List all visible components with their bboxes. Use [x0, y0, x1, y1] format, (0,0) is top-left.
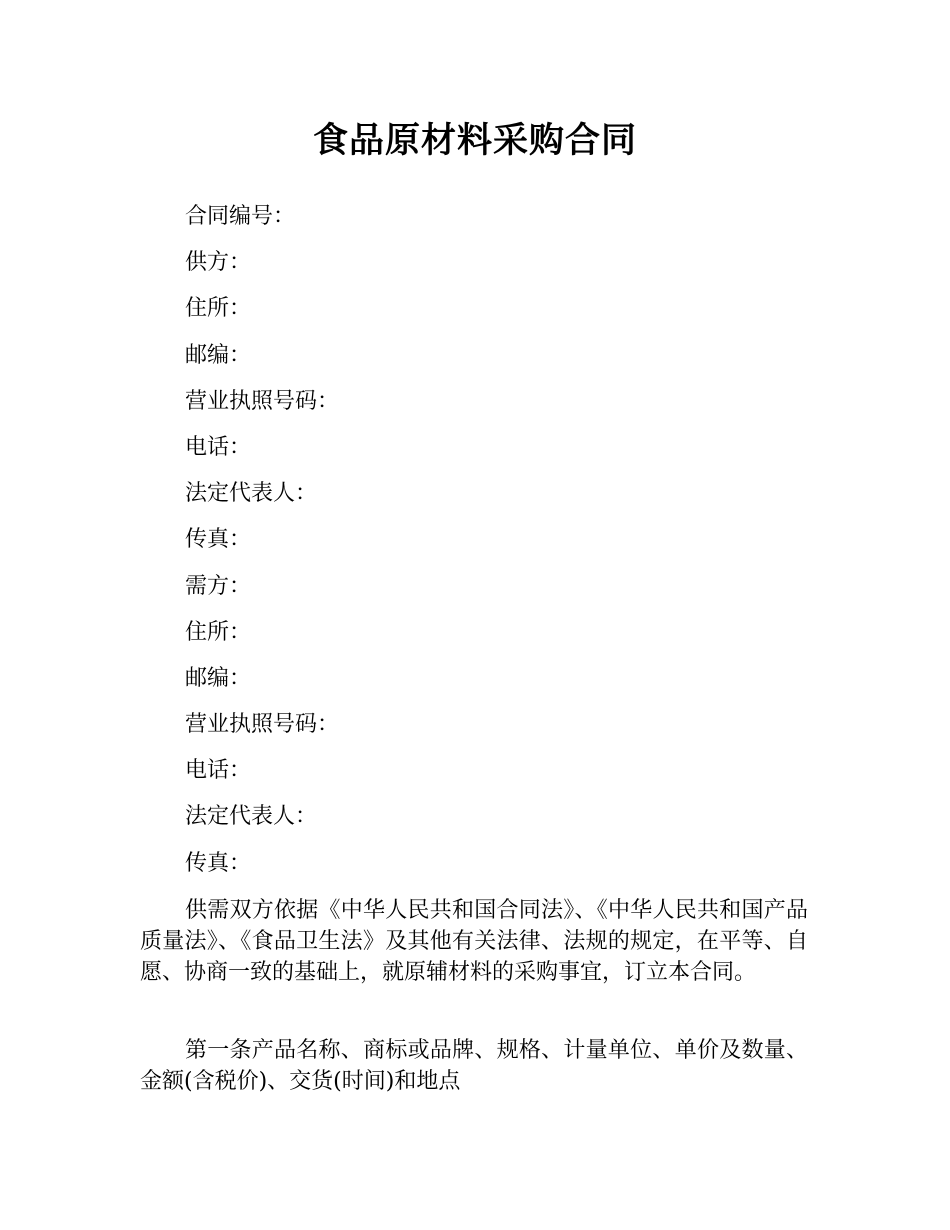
contract-number-label: 合同编号：: [185, 204, 296, 229]
buyer-label: 需方：: [185, 573, 252, 599]
supplier-phone-label: 电话：: [185, 434, 252, 460]
supplier-fax-label: 传真：: [185, 527, 252, 553]
buyer-legal-representative-label: 法定代表人：: [185, 804, 318, 830]
party-info-block: [185, 203, 805, 896]
supplier-label: 供方：: [185, 250, 252, 276]
preamble-paragraph: 供需双方依据《中华人民共和国合同法》、《中华人民共和国产品质量法》、《食品卫生法》及其他有关法律、法规的规定，在平等、自愿、协商一致的基础上，就原辅材料的采购事宜，订立本合同。: [140, 898, 808, 985]
supplier-address-label: 住所：: [185, 296, 252, 322]
article-one-paragraph: 第一条产品名称、商标或品牌、规格、计量单位、单价及数量、金额(含税价)、交货(时间)和地点: [140, 1038, 808, 1094]
buyer-postcode-label: 邮编：: [185, 665, 252, 691]
buyer-phone-label: 电话：: [185, 758, 252, 784]
document-title: 食品原材料采购合同: [312, 121, 637, 161]
buyer-license-number-label: 营业执照号码：: [185, 712, 340, 738]
buyer-address-label: 住所：: [185, 619, 252, 645]
supplier-license-number-label: 营业执照号码：: [185, 388, 340, 414]
supplier-legal-representative-label: 法定代表人：: [185, 481, 318, 507]
supplier-postcode-label: 邮编：: [185, 342, 252, 368]
buyer-fax-label: 传真：: [185, 850, 252, 876]
